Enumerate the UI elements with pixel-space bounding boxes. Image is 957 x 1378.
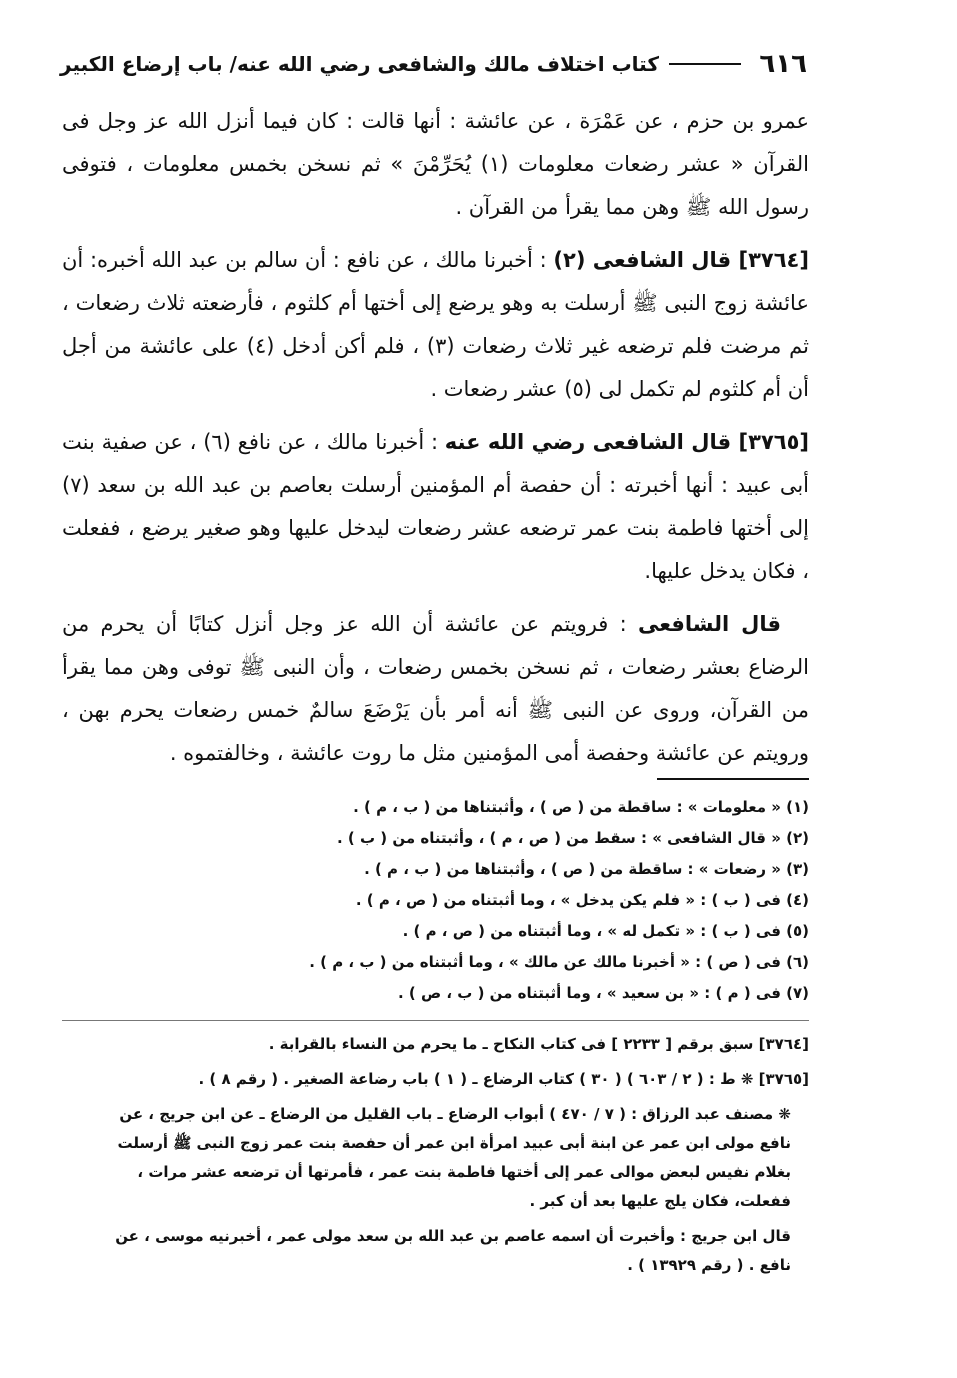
footnote-3: (٣) « رضعات » : ساقطة من ( ص ) ، وأثبتناها من ( ب ، م ) .: [364, 860, 809, 878]
paragraph-commentary: [62, 603, 809, 775]
running-header: [60, 44, 807, 84]
footnote-2: (٢) « قال الشافعى » : سقط من ( ص ، م ) ، وأثبتناه من ( ب ) .: [337, 829, 809, 847]
reference-abdulrazzaq: ❋ مصنف عبد الرزاق : ( ٧ / ٤٧٠ ) أبواب الرضاع ـ باب القليل من الرضاع ـ عن ابن جريج ، عن نافع مولى ابن عمر عن ابنة أبى عبيد امرأة ابن عمر أن حفصة بنت عمر زوج النبى ﷺ أرسلت بغلام نفيس لبعض موالى عمر إلى أختها فاطمة بنت عمر ، فأمرتها أن ترضعه عشر مرات ، ففعلت، فكان يلج عليها بعد أن كبر .: [117, 1105, 791, 1210]
footnote-separator: [657, 778, 809, 780]
references-separator: [62, 1020, 809, 1021]
footnote-1: (١) « معلومات » : ساقطة من ( ص ) ، وأثبتناها من ( ب ، م ) .: [353, 798, 809, 816]
paragraph-3764: [62, 239, 809, 411]
footnote-7: (٧) فى ( م ) : « بن سعيد » ، وما أثبتناه من ( ب ، ص ) .: [397, 984, 809, 1002]
commentary-text: : فرويتم عن عائشة أن الله عز وجل أنزل كتابًا أن يحرم من الرضاع بعشر رضعات ، ثم نسخن بخمس رضعات ، وأن النبى ﷺ توفى وهن مما يقرأ من القرآن، وروى عن النبى ﷺ أنه أمر بأن يَرْضَعَ سالمٌ خمس رضعات يحرم بهن ، ورويتم عن عائشة وحفصة أمى المؤمنين مثل ما روت عائشة ، وخالفتموه .: [62, 612, 809, 765]
commentary-lead: قال الشافعى: [638, 612, 781, 636]
references: [90, 1030, 809, 1286]
reference-3765: [٣٧٦٥] ❋ ط : ( ٢ / ٦٠٣ ) ( ٣٠ ) كتاب الرضاع ـ ( ١ ) باب رضاعة الصغير . ( رقم ٨ ) .: [198, 1070, 809, 1088]
footnote-4: (٤) فى ( ب ) : « فلم يكن يدخل » ، وما أثبتناه من ( ص ، م ) .: [355, 891, 809, 909]
header-rule: [669, 63, 741, 65]
page-number: ٦١٦: [759, 49, 807, 79]
hadith-3765-lead: [٣٧٦٥] قال الشافعى رضي الله عنه: [444, 430, 810, 454]
hadith-3764-text: : أخبرنا مالك ، عن نافع : أن سالم بن عبد الله أخبره: أن عائشة زوج النبى ﷺ أرسلت به وهو يرضع إلى أختها أم كلثوم ، فأرضعته ثلاث رضعات ، ثم مرضت فلم ترضعه غير ثلاث رضعات (٣) ، فلم أكن أدخل (٤) على عائشة من أجل أن أم كلثوم لم تكمل لى (٥) عشر رضعات .: [62, 248, 809, 401]
main-text: [62, 100, 809, 785]
reference-3764: [٣٧٦٤] سبق برقم [ ٢٢٣٣ ] فى كتاب النكاح ـ ما يحرم من النساء بالقرابة .: [268, 1035, 809, 1053]
paragraph-3765: [62, 421, 809, 593]
hadith-3764-lead: [٣٧٦٤] قال الشافعى (٢): [553, 248, 809, 272]
running-title: كتاب اختلاف مالك والشافعى رضي الله عنه/ باب إرضاع الكبير: [60, 52, 659, 76]
footnote-6: (٦) فى ( ص ) : « أخبرنا مالك عن مالك » ، وما أثبتناه من ( ب ، م ) .: [309, 953, 809, 971]
paragraph-1: عمرو بن حزم ، عن عَمْرَة ، عن عائشة : أنها قالت : كان فيما أنزل الله عز وجل فى القرآن « عشر رضعات معلومات (١) يُحَرِّمْنَ » ثم نسخن بخمس معلومات ، فتوفى رسول الله ﷺ وهن مما يقرأ من القرآن .: [62, 109, 809, 219]
footnotes: [300, 792, 809, 1009]
reference-ibn-jurayj: قال ابن جريج : وأخبرت أن اسمه عاصم بن عبد الله بن سعد مولى عمر ، أخبرنيه موسى ، عن نافع . ( رقم ١٣٩٢٩ ) .: [115, 1227, 791, 1274]
hadith-3765-text: : أخبرنا مالك ، عن نافع (٦) ، عن صفية بنت أبى عبيد : أنها أخبرته : أن حفصة أم المؤمنين أرسلت بعاصم بن عبد الله بن سعد (٧) إلى أختها فاطمة بنت عمر ترضعه عشر رضعات ليدخل عليها وهو صغير يرضع ، ففعلت ، فكان يدخل عليها.: [62, 430, 809, 583]
footnote-5: (٥) فى ( ب ) : « تكمل له » ، وما أثبتناه من ( ص ، م ) .: [402, 922, 809, 940]
